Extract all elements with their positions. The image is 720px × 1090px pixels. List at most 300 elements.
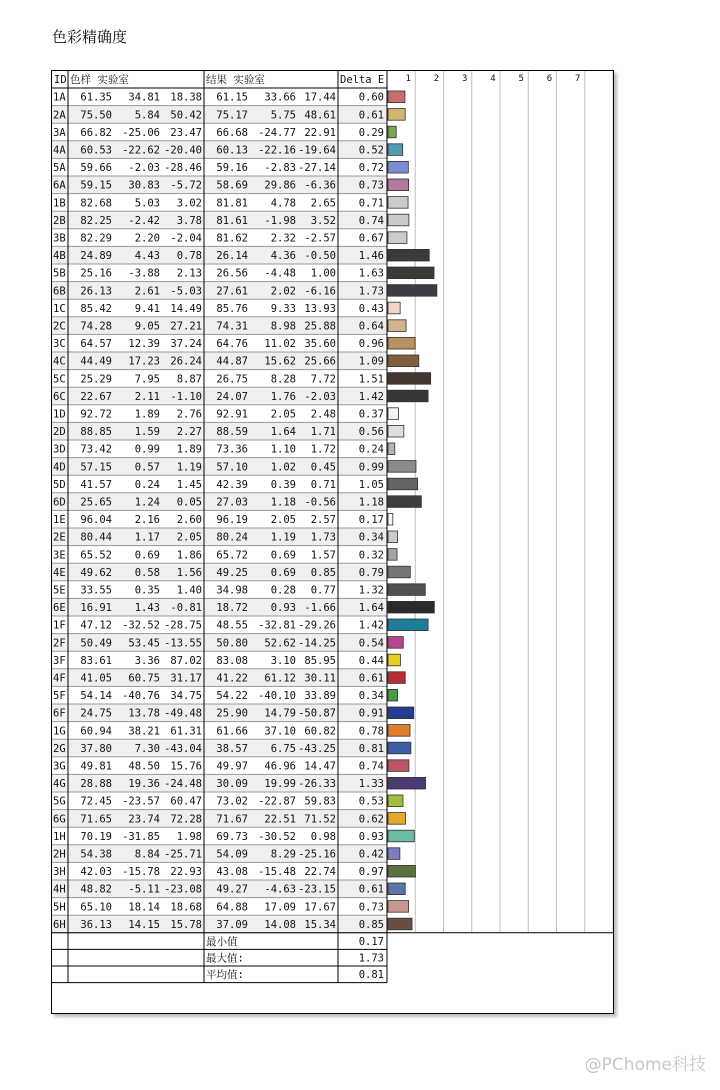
result-lab-value: 74.31: [216, 320, 248, 333]
reference-lab-value: 19.36: [128, 778, 160, 791]
result-lab-value: -2.03: [304, 390, 336, 403]
reference-lab-value: 24.75: [80, 707, 112, 720]
reference-lab-value: 47.12: [80, 619, 112, 632]
row-id-label: 3C: [53, 338, 66, 351]
delta-e-value: 0.34: [358, 531, 384, 544]
row-id-label: 1G: [53, 725, 66, 738]
delta-e-bar: [388, 883, 405, 895]
result-lab-value: -32.81: [258, 619, 296, 632]
header-result-lab: 结果 实验室: [206, 74, 265, 86]
reference-lab-value: 18.14: [128, 901, 160, 914]
result-lab-value: 0.98: [310, 830, 336, 843]
delta-e-bar: [388, 566, 410, 578]
row-id-label: 6E: [53, 602, 66, 615]
reference-lab-value: -25.71: [164, 848, 202, 861]
result-lab-value: 26.56: [216, 267, 248, 280]
result-lab-value: 37.10: [264, 725, 296, 738]
delta-e-value: 0.29: [358, 126, 384, 139]
delta-e-value: 0.99: [358, 461, 384, 474]
reference-lab-value: 0.24: [134, 478, 160, 491]
result-lab-value: -15.48: [258, 866, 296, 879]
reference-lab-value: -31.85: [122, 830, 160, 843]
result-lab-value: -23.15: [298, 883, 336, 896]
row-id-label: 6B: [53, 285, 66, 298]
delta-e-value: 0.73: [358, 179, 384, 192]
delta-e-bar: [388, 689, 398, 701]
reference-lab-value: -13.55: [164, 637, 202, 650]
reference-lab-value: 34.75: [170, 690, 202, 703]
result-lab-value: 64.88: [216, 901, 248, 914]
result-lab-value: 96.19: [216, 514, 248, 527]
reference-lab-value: 1.43: [134, 602, 160, 615]
result-lab-value: 44.87: [216, 355, 248, 368]
result-lab-value: 15.34: [304, 918, 336, 931]
result-lab-value: 54.09: [216, 848, 248, 861]
delta-e-value: 0.60: [358, 91, 384, 104]
reference-lab-value: 28.88: [80, 778, 112, 791]
reference-lab-value: -3.88: [128, 267, 160, 280]
reference-lab-value: 74.28: [80, 320, 112, 333]
reference-lab-value: 18.38: [170, 91, 202, 104]
reference-lab-value: 3.02: [176, 197, 202, 210]
reference-lab-value: -1.10: [170, 390, 202, 403]
delta-e-bar: [388, 531, 398, 543]
result-lab-value: 2.02: [270, 285, 296, 298]
delta-e-value: 0.44: [358, 654, 384, 667]
delta-e-bar: [388, 109, 405, 121]
reference-lab-value: -15.78: [122, 866, 160, 879]
row-id-label: 4H: [53, 883, 66, 896]
reference-lab-value: 64.57: [80, 338, 112, 351]
reference-lab-value: 60.47: [170, 795, 202, 808]
delta-e-bar: [388, 461, 416, 473]
row-id-label: 2B: [53, 214, 66, 227]
delta-e-value: 0.71: [358, 197, 384, 210]
reference-lab-value: 1.24: [134, 496, 160, 509]
delta-e-bar: [388, 513, 393, 525]
result-lab-value: 81.81: [216, 197, 248, 210]
delta-e-value: 0.74: [358, 760, 384, 773]
result-lab-value: 9.33: [270, 302, 296, 315]
delta-e-value: 0.24: [358, 443, 384, 456]
reference-lab-value: 60.75: [128, 672, 160, 685]
reference-lab-value: 53.45: [128, 637, 160, 650]
result-lab-value: 0.45: [310, 461, 336, 474]
delta-e-value: 1.42: [358, 619, 384, 632]
result-lab-value: 8.28: [270, 373, 296, 386]
row-id-label: 2H: [53, 848, 66, 861]
row-id-label: 5E: [53, 584, 66, 597]
delta-e-bar: [388, 654, 400, 666]
delta-e-bar: [388, 355, 419, 367]
reference-lab-value: 2.05: [176, 531, 202, 544]
result-lab-value: 61.12: [264, 672, 296, 685]
reference-lab-value: 27.21: [170, 320, 202, 333]
result-lab-value: 59.16: [216, 162, 248, 175]
reference-lab-value: 23.47: [170, 126, 202, 139]
reference-lab-value: -0.81: [170, 602, 202, 615]
delta-e-value: 1.51: [358, 373, 384, 386]
delta-e-bar: [388, 901, 409, 913]
result-lab-value: 0.71: [310, 478, 336, 491]
result-lab-value: 25.88: [304, 320, 336, 333]
reference-lab-value: 42.03: [80, 866, 112, 879]
result-lab-value: 2.32: [270, 232, 296, 245]
delta-e-value: 0.61: [358, 672, 384, 685]
delta-e-bar: [388, 443, 395, 455]
delta-e-value: 0.61: [358, 883, 384, 896]
delta-e-bar: [388, 830, 414, 842]
reference-lab-value: 17.23: [128, 355, 160, 368]
row-id-label: 4D: [53, 461, 66, 474]
reference-lab-value: 41.05: [80, 672, 112, 685]
reference-lab-value: -24.48: [164, 778, 202, 791]
reference-lab-value: 50.42: [170, 109, 202, 122]
reference-lab-value: 0.99: [134, 443, 160, 456]
row-id-label: 1E: [53, 514, 66, 527]
axis-tick-label: 3: [462, 74, 468, 84]
result-lab-value: -2.57: [304, 232, 336, 245]
row-id-label: 6G: [53, 813, 66, 826]
delta-e-value: 0.72: [358, 162, 384, 175]
reference-lab-value: 16.91: [80, 602, 112, 615]
result-lab-value: -27.14: [298, 162, 336, 175]
reference-lab-value: 54.38: [80, 848, 112, 861]
delta-e-bar: [388, 549, 397, 561]
result-lab-value: 48.55: [216, 619, 248, 632]
row-id-label: 2C: [53, 320, 66, 333]
result-lab-value: 81.61: [216, 214, 248, 227]
reference-lab-value: 1.59: [134, 426, 160, 439]
delta-e-value: 1.63: [358, 267, 384, 280]
result-lab-value: 14.08: [264, 918, 296, 931]
result-lab-value: -0.50: [304, 250, 336, 263]
reference-lab-value: 2.11: [134, 390, 160, 403]
result-lab-value: 59.83: [304, 795, 336, 808]
delta-e-bar: [388, 637, 403, 649]
row-id-label: 3H: [53, 866, 66, 879]
result-lab-value: 92.91: [216, 408, 248, 421]
reference-lab-value: 60.53: [80, 144, 112, 157]
reference-lab-value: 2.61: [134, 285, 160, 298]
result-lab-value: 17.67: [304, 901, 336, 914]
result-lab-value: -40.10: [258, 690, 296, 703]
reference-lab-value: 3.36: [134, 654, 160, 667]
result-lab-value: 1.00: [310, 267, 336, 280]
delta-e-bar: [388, 918, 412, 930]
row-id-label: 6F: [53, 707, 66, 720]
result-lab-value: -2.83: [264, 162, 296, 175]
reference-lab-value: 4.43: [134, 250, 160, 263]
reference-lab-value: -49.48: [164, 707, 202, 720]
reference-lab-value: 23.74: [128, 813, 160, 826]
delta-e-value: 1.32: [358, 584, 384, 597]
reference-lab-value: 60.94: [80, 725, 112, 738]
reference-lab-value: 12.39: [128, 338, 160, 351]
result-lab-value: 8.29: [270, 848, 296, 861]
reference-lab-value: 15.76: [170, 760, 202, 773]
delta-e-value: 0.97: [358, 866, 384, 879]
delta-e-bar: [388, 584, 425, 596]
result-lab-value: -4.63: [264, 883, 296, 896]
row-id-label: 4G: [53, 778, 66, 791]
delta-e-bar: [388, 232, 407, 244]
result-lab-value: 2.48: [310, 408, 336, 421]
reference-lab-value: 70.19: [80, 830, 112, 843]
reference-lab-value: -28.75: [164, 619, 202, 632]
row-id-label: 5G: [53, 795, 66, 808]
delta-e-value: 0.54: [358, 637, 384, 650]
result-lab-value: 1.57: [310, 549, 336, 562]
summary-value: 0.17: [358, 935, 384, 948]
delta-e-value: 1.09: [358, 355, 384, 368]
reference-lab-value: 1.86: [176, 549, 202, 562]
reference-lab-value: 87.02: [170, 654, 202, 667]
reference-lab-value: 38.21: [128, 725, 160, 738]
reference-lab-value: -25.06: [122, 126, 160, 139]
row-id-label: 1F: [53, 619, 66, 632]
reference-lab-value: 82.29: [80, 232, 112, 245]
row-id-label: 6C: [53, 390, 66, 403]
reference-lab-value: 65.10: [80, 901, 112, 914]
result-lab-value: 1.71: [310, 426, 336, 439]
result-lab-value: 75.17: [216, 109, 248, 122]
reference-lab-value: 14.49: [170, 302, 202, 315]
reference-lab-value: 65.52: [80, 549, 112, 562]
reference-lab-value: 37.80: [80, 742, 112, 755]
delta-e-bar: [388, 777, 426, 789]
result-lab-value: 66.68: [216, 126, 248, 139]
result-lab-value: -29.26: [298, 619, 336, 632]
result-lab-value: 1.18: [270, 496, 296, 509]
result-lab-value: -4.48: [264, 267, 296, 280]
row-id-label: 4C: [53, 355, 66, 368]
delta-e-value: 0.53: [358, 795, 384, 808]
reference-lab-value: 2.13: [176, 267, 202, 280]
reference-lab-value: -23.57: [122, 795, 160, 808]
reference-lab-value: 72.28: [170, 813, 202, 826]
reference-lab-value: 22.67: [80, 390, 112, 403]
result-lab-value: 71.52: [304, 813, 336, 826]
axis-tick-label: 1: [405, 74, 411, 84]
delta-e-bar: [388, 179, 409, 191]
row-id-label: 4F: [53, 672, 66, 685]
result-lab-value: 49.27: [216, 883, 248, 896]
header-id: ID: [54, 74, 67, 86]
row-id-label: 4E: [53, 566, 66, 579]
result-lab-value: 69.73: [216, 830, 248, 843]
reference-lab-value: 59.15: [80, 179, 112, 192]
reference-lab-value: 50.49: [80, 637, 112, 650]
delta-e-bar: [388, 214, 409, 226]
delta-e-value: 0.78: [358, 725, 384, 738]
reference-lab-value: 13.78: [128, 707, 160, 720]
reference-lab-value: -2.03: [128, 162, 160, 175]
delta-e-bar: [388, 742, 411, 754]
reference-lab-value: 41.57: [80, 478, 112, 491]
reference-lab-value: -5.11: [128, 883, 160, 896]
result-lab-value: 46.96: [264, 760, 296, 773]
result-lab-value: 49.97: [216, 760, 248, 773]
delta-e-bar: [388, 161, 408, 173]
delta-e-bar: [388, 760, 409, 772]
delta-e-value: 1.05: [358, 478, 384, 491]
result-lab-value: 73.02: [216, 795, 248, 808]
reference-lab-value: 9.05: [134, 320, 160, 333]
result-lab-value: 80.24: [216, 531, 248, 544]
row-id-label: 6H: [53, 918, 66, 931]
row-id-label: 3A: [53, 126, 66, 139]
result-lab-value: -50.87: [298, 707, 336, 720]
summary-label: 最小值: [206, 935, 238, 948]
row-id-label: 3F: [53, 654, 66, 667]
delta-e-bar: [388, 619, 428, 631]
delta-e-bar: [388, 320, 406, 332]
reference-lab-value: -28.46: [164, 162, 202, 175]
result-lab-value: 35.60: [304, 338, 336, 351]
reference-lab-value: 49.62: [80, 566, 112, 579]
result-lab-value: 22.74: [304, 866, 336, 879]
delta-e-value: 1.46: [358, 250, 384, 263]
result-lab-value: 57.10: [216, 461, 248, 474]
delta-e-bar: [388, 478, 418, 490]
result-lab-value: 11.02: [264, 338, 296, 351]
delta-e-bar: [388, 373, 431, 385]
delta-e-value: 0.64: [358, 320, 384, 333]
result-lab-value: -30.52: [258, 830, 296, 843]
delta-e-value: 0.73: [358, 901, 384, 914]
delta-e-value: 0.43: [358, 302, 384, 315]
summary-value: 1.73: [358, 952, 384, 965]
delta-e-bar: [388, 267, 434, 279]
result-lab-value: -24.77: [258, 126, 296, 139]
result-lab-value: -0.56: [304, 496, 336, 509]
result-lab-value: 2.65: [310, 197, 336, 210]
delta-e-value: 0.17: [358, 514, 384, 527]
result-lab-value: 19.99: [264, 778, 296, 791]
result-lab-value: -25.16: [298, 848, 336, 861]
row-id-label: 1B: [53, 197, 66, 210]
delta-e-value: 0.85: [358, 918, 384, 931]
delta-e-bar: [388, 302, 400, 314]
result-lab-value: 4.78: [270, 197, 296, 210]
result-lab-value: 2.57: [310, 514, 336, 527]
reference-lab-value: 36.13: [80, 918, 112, 931]
row-id-label: 2A: [53, 109, 66, 122]
result-lab-value: 58.69: [216, 179, 248, 192]
result-lab-value: -6.16: [304, 285, 336, 298]
reference-lab-value: 34.81: [128, 91, 160, 104]
delta-e-value: 1.73: [358, 285, 384, 298]
result-lab-value: 14.79: [264, 707, 296, 720]
row-id-label: 2D: [53, 426, 66, 439]
delta-e-bar: [388, 601, 434, 613]
reference-lab-value: -5.72: [170, 179, 202, 192]
row-id-label: 4A: [53, 144, 66, 157]
result-lab-value: 0.39: [270, 478, 296, 491]
delta-e-bar: [388, 813, 406, 825]
reference-lab-value: 1.89: [134, 408, 160, 421]
result-lab-value: 25.66: [304, 355, 336, 368]
delta-e-value: 1.42: [358, 390, 384, 403]
reference-lab-value: 0.57: [134, 461, 160, 474]
reference-lab-value: 8.84: [134, 848, 160, 861]
delta-e-value: 0.62: [358, 813, 384, 826]
result-lab-value: 42.39: [216, 478, 248, 491]
row-id-label: 4B: [53, 250, 66, 263]
result-lab-value: 27.03: [216, 496, 248, 509]
result-lab-value: 38.57: [216, 742, 248, 755]
reference-lab-value: 5.03: [134, 197, 160, 210]
result-lab-value: 14.47: [304, 760, 336, 773]
reference-lab-value: 83.61: [80, 654, 112, 667]
reference-lab-value: 48.82: [80, 883, 112, 896]
row-id-label: 5F: [53, 690, 66, 703]
reference-lab-value: 8.87: [176, 373, 202, 386]
reference-lab-value: 5.84: [134, 109, 160, 122]
result-lab-value: 27.61: [216, 285, 248, 298]
color-accuracy-table-chart: [52, 71, 613, 1013]
result-lab-value: -1.98: [264, 214, 296, 227]
axis-tick-label: 2: [433, 74, 440, 84]
reference-lab-value: 18.68: [170, 901, 202, 914]
summary-label: 最大值:: [206, 952, 244, 965]
reference-lab-value: 82.68: [80, 197, 112, 210]
result-lab-value: 41.22: [216, 672, 248, 685]
result-lab-value: 2.05: [270, 514, 296, 527]
row-id-label: 3B: [53, 232, 66, 245]
delta-e-value: 0.91: [358, 707, 384, 720]
reference-lab-value: 2.20: [134, 232, 160, 245]
row-id-label: 5C: [53, 373, 66, 386]
result-lab-value: -43.25: [298, 742, 336, 755]
result-lab-value: 4.36: [270, 250, 296, 263]
reference-lab-value: 9.41: [134, 302, 160, 315]
delta-e-bar: [388, 91, 405, 103]
result-lab-value: 81.62: [216, 232, 248, 245]
result-lab-value: 26.14: [216, 250, 248, 263]
delta-e-bar: [388, 795, 403, 807]
result-lab-value: 22.51: [264, 813, 296, 826]
reference-lab-value: 2.76: [176, 408, 202, 421]
reference-lab-value: 0.69: [134, 549, 160, 562]
delta-e-value: 0.52: [358, 144, 384, 157]
delta-e-value: 0.61: [358, 109, 384, 122]
result-lab-value: 0.77: [310, 584, 336, 597]
result-lab-value: -22.16: [258, 144, 296, 157]
reference-lab-value: 25.65: [80, 496, 112, 509]
result-lab-value: 71.67: [216, 813, 248, 826]
result-lab-value: -14.25: [298, 637, 336, 650]
result-lab-value: 1.64: [270, 426, 296, 439]
result-lab-value: 1.72: [310, 443, 336, 456]
result-lab-value: 85.95: [304, 654, 336, 667]
reference-lab-value: 14.15: [128, 918, 160, 931]
result-lab-value: 64.76: [216, 338, 248, 351]
row-id-label: 2F: [53, 637, 66, 650]
delta-e-bar: [388, 249, 429, 261]
reference-lab-value: 24.89: [80, 250, 112, 263]
result-lab-value: 0.28: [270, 584, 296, 597]
result-lab-value: 15.62: [264, 355, 296, 368]
row-id-label: 3D: [53, 443, 66, 456]
reference-lab-value: 66.82: [80, 126, 112, 139]
delta-e-value: 0.67: [358, 232, 384, 245]
axis-tick-label: 4: [490, 74, 496, 84]
reference-lab-value: 7.95: [134, 373, 160, 386]
reference-lab-value: 92.72: [80, 408, 112, 421]
reference-lab-value: 25.29: [80, 373, 112, 386]
